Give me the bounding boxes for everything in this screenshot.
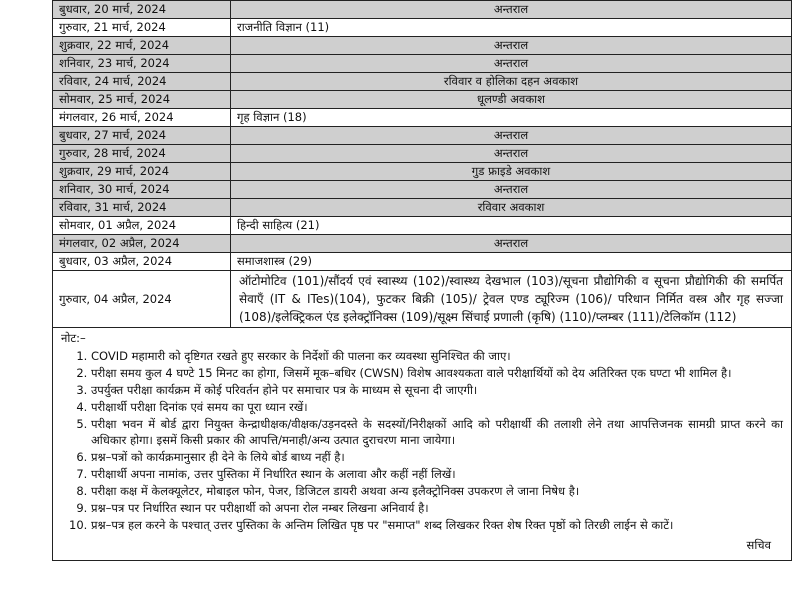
table-row [53, 235, 792, 253]
date-cell: सोमवार, 25 मार्च, 2024 [53, 91, 231, 109]
subject-cell: गृह विज्ञान (18) [231, 109, 792, 127]
notes-section [52, 328, 792, 561]
date-cell: गुरुवार, 04 अप्रैल, 2024 [53, 271, 231, 328]
date-cell: बुधवार, 27 मार्च, 2024 [53, 127, 231, 145]
subject-cell: रविवार व होलिका दहन अवकाश [231, 73, 792, 91]
note-item: 9. प्रश्न–पत्र पर निर्धारित स्थान पर परीक्षार्थी को अपना रोल नम्बर लिखना अनिवार्य है। [91, 500, 783, 517]
date-cell: शनिवार, 30 मार्च, 2024 [53, 181, 231, 199]
schedule-body [53, 1, 792, 328]
signature: सचिव [746, 538, 771, 552]
note-item: 2. परीक्षा समय कुल 4 घण्टे 15 मिनट का होगा, जिसमें मूक–बधिर (CWSN) विशेष आवश्यकता वाले परीक्षार्थियों को देय अतिरिक्त एक घण्टा भी शामिल है। [91, 365, 783, 382]
table-row [53, 37, 792, 55]
subject-cell: रविवार अवकाश [231, 199, 792, 217]
subject-cell: अन्तराल [231, 37, 792, 55]
subject-cell: राजनीति विज्ञान (11) [231, 19, 792, 37]
subject-cell: अन्तराल [231, 1, 792, 19]
date-cell: शुक्रवार, 29 मार्च, 2024 [53, 163, 231, 181]
note-item: 10. प्रश्न–पत्र हल करने के पश्चात् उत्तर पुस्तिका के अन्तिम लिखित पृष्ठ पर "समाप्त" शब्द लिखकर रिक्त शेष रिक्त पृष्ठों को तिरछी लाईन से काटें। [91, 517, 783, 534]
table-row [53, 199, 792, 217]
date-cell: रविवार, 24 मार्च, 2024 [53, 73, 231, 91]
table-row [53, 163, 792, 181]
table-row [53, 19, 792, 37]
date-cell: शनिवार, 23 मार्च, 2024 [53, 55, 231, 73]
date-cell: गुरुवार, 28 मार्च, 2024 [53, 145, 231, 163]
table-row [53, 271, 792, 328]
date-cell: सोमवार, 01 अप्रैल, 2024 [53, 217, 231, 235]
subject-cell: समाजशास्त्र (29) [231, 253, 792, 271]
subject-cell: धूलण्डी अवकाश [231, 91, 792, 109]
table-row [53, 73, 792, 91]
date-cell: शुक्रवार, 22 मार्च, 2024 [53, 37, 231, 55]
note-item: 4. परीक्षार्थी परीक्षा दिनांक एवं समय का पूरा ध्यान रखें। [91, 399, 783, 416]
date-cell: रविवार, 31 मार्च, 2024 [53, 199, 231, 217]
note-item: 8. परीक्षा कक्ष में केलक्यूलेटर, मोबाइल फोन, पेजर, डिजिटल डायरी अथवा अन्य इलैक्ट्रोनिक्स उपकरण ले जाना निषेध है। [91, 483, 783, 500]
subject-cell: अन्तराल [231, 127, 792, 145]
schedule-table [52, 0, 792, 328]
table-row [53, 217, 792, 235]
table-row [53, 127, 792, 145]
table-row [53, 253, 792, 271]
table-row [53, 55, 792, 73]
subject-cell: अन्तराल [231, 145, 792, 163]
note-item: 1. COVID महामारी को दृष्टिगत रखते हुए सरकार के निर्देशों की पालना कर व्यवस्था सुनिश्चित की जाए। [91, 348, 783, 365]
note-item: 7. परीक्षार्थी अपना नामांक, उत्तर पुस्तिका में निर्धारित स्थान के अलावा और कहीं नहीं लिखें। [91, 466, 783, 483]
date-cell: बुधवार, 20 मार्च, 2024 [53, 1, 231, 19]
subject-cell: ऑटोमोटिव (101)/सौंदर्य एवं स्वास्थ्य (102)/स्वास्थ्य देखभाल (103)/सूचना प्रौद्योगिकी व सूचना प्रौद्योगिकी की समर्पित सेवाएँ (IT & ITes)(104), फुटकर बिक्री (105)/ ट्रेवल एण्ड ट्यूरिज्म (106)/ परिधान निर्मित वस्त्र और गृह सज्जा (108)/इलेक्ट्रिकल एंड इलेक्ट्रॉनिक्स (109)/सूक्ष्म सिंचाई प्रणाली (कृषि) (110)/प्लम्बर (111)/टेलिकॉम (112) [231, 271, 792, 328]
subject-cell: अन्तराल [231, 181, 792, 199]
table-row [53, 145, 792, 163]
subject-cell: हिन्दी साहित्य (21) [231, 217, 792, 235]
notes-heading: नोट:– [61, 331, 86, 345]
date-cell: मंगलवार, 02 अप्रैल, 2024 [53, 235, 231, 253]
table-row [53, 181, 792, 199]
table-row [53, 91, 792, 109]
date-cell: मंगलवार, 26 मार्च, 2024 [53, 109, 231, 127]
subject-cell: अन्तराल [231, 235, 792, 253]
subject-cell: गुड फ्राइडे अवकाश [231, 163, 792, 181]
exam-schedule-page [52, 0, 792, 561]
subject-cell: अन्तराल [231, 55, 792, 73]
table-row [53, 1, 792, 19]
date-cell: गुरुवार, 21 मार्च, 2024 [53, 19, 231, 37]
note-item: 6. प्रश्न–पत्रों को कार्यक्रमानुसार ही देने के लिये बोर्ड बाध्य नहीं है। [91, 449, 783, 466]
note-item: 5. परीक्षा भवन में बोर्ड द्वारा नियुक्त केन्द्राधीक्षक/वीक्षक/उड़नदस्ते के सदस्यों/निरीक्षकों आदि को परीक्षार्थी की तलाशी लेने तथा आपत्तिजनक सामग्री प्राप्त करने का अधिकार होगा। इसमें किसी प्रकार की आपत्ति/मनाही/अन्य उत्पात दुराचरण माना जायेगा। [91, 416, 783, 449]
notes-list [61, 348, 783, 534]
note-item: 3. उपर्युक्त परीक्षा कार्यक्रम में कोई परिवर्तन होने पर समाचार पत्र के माध्यम से सूचना दी जाएगी। [91, 382, 783, 399]
date-cell: बुधवार, 03 अप्रैल, 2024 [53, 253, 231, 271]
table-row [53, 109, 792, 127]
